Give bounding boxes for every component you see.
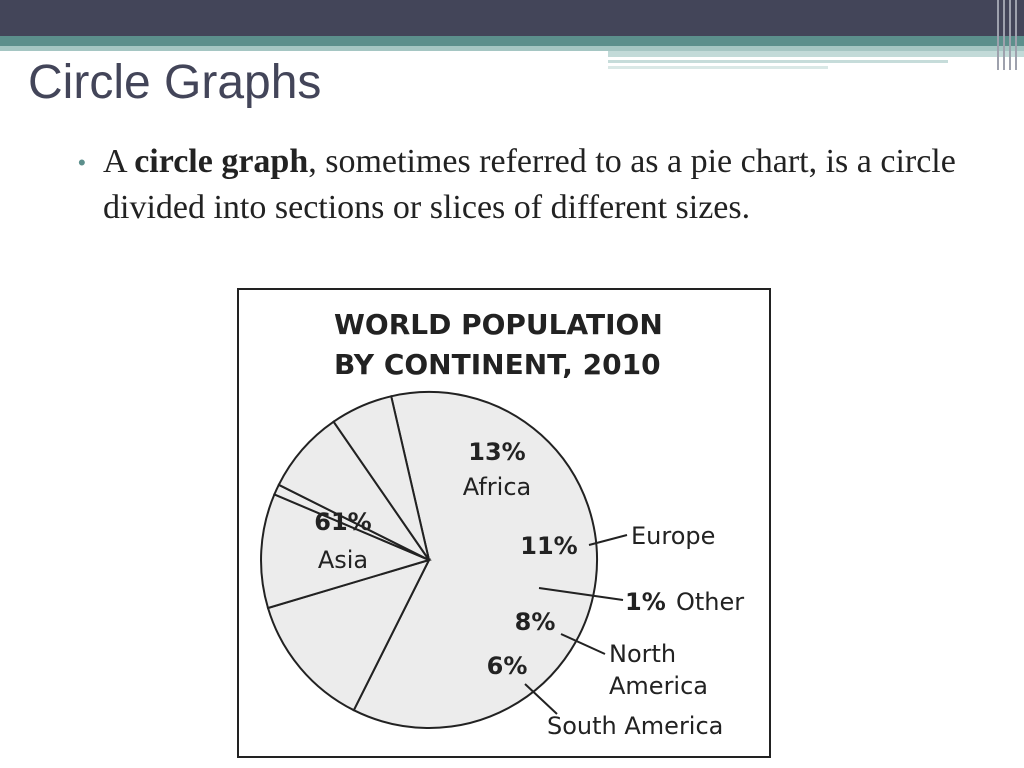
header-band-teal <box>0 36 1024 46</box>
slide-title: Circle Graphs <box>28 56 322 109</box>
header-band-dark <box>0 0 1024 36</box>
category-label-europe: Europe <box>631 522 716 550</box>
data-label-europe: 11% <box>520 532 578 560</box>
bullet-text <box>103 139 983 231</box>
header-vertical-lines <box>993 0 1024 70</box>
data-label-other: 1% <box>625 588 666 616</box>
data-label-south-america: 6% <box>486 652 528 680</box>
category-label-asia: Asia <box>317 546 369 574</box>
chart-title-line2: BY CONTINENT, 2010 <box>334 348 661 381</box>
category-label-africa: Africa <box>462 473 532 501</box>
category-label-north-america-line1: North <box>609 640 677 668</box>
pie-chart-figure <box>237 288 771 758</box>
leader-line-south-america <box>525 684 557 714</box>
category-label-other: Other <box>676 588 745 616</box>
pie-chart <box>239 290 769 756</box>
data-label-north-america: 8% <box>514 608 556 636</box>
category-label-south-america: South America <box>547 712 724 740</box>
bullet-term: circle graph <box>134 143 309 180</box>
chart-title-line1: WORLD POPULATION <box>334 308 663 341</box>
bullet-prefix: A <box>103 143 135 180</box>
data-label-africa: 13% <box>468 438 526 466</box>
data-label-asia: 61% <box>314 508 372 536</box>
header-accent-line-thin <box>608 66 828 69</box>
header-accent-strip <box>608 51 1024 57</box>
header-accent-line <box>608 60 948 63</box>
category-label-north-america-line2: America <box>609 672 708 700</box>
bullet-rest: , sometimes referred to as a pie chart, is a circle divided into sections or slices of different sizes. <box>103 143 956 226</box>
bullet-dot-icon: • <box>78 150 86 175</box>
